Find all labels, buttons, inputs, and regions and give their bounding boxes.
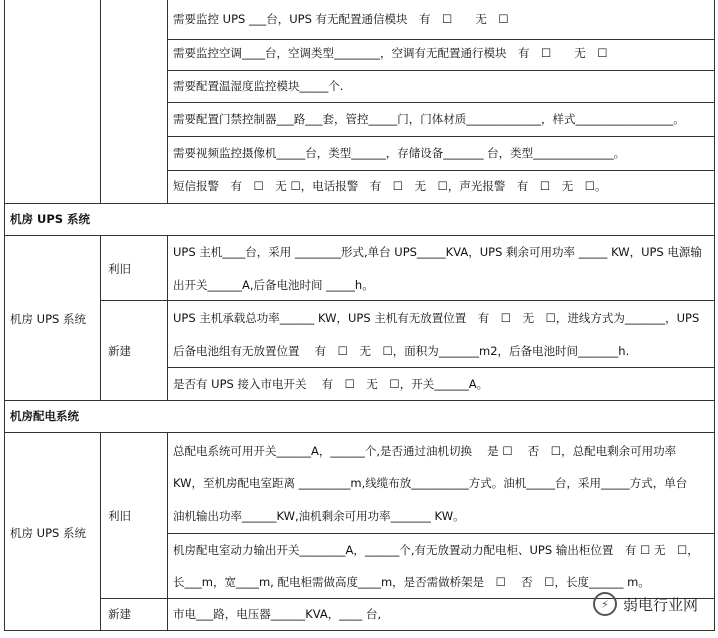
col-divider <box>100 235 101 401</box>
col-divider <box>167 235 168 401</box>
row-divider <box>167 533 714 534</box>
ac-monitor-row: 需要监控空调____台，空调类型________，空调有无配置通行模块 有 ☐ 无 ☐ <box>173 46 608 60</box>
ups-new-line: UPS 主机承载总功率______ KW，UPS 主机有无放置位置 有 ☐ 无 ☐，进线方式为_______，UPS <box>173 311 700 325</box>
access-control-row: 需要配置门禁控制器___路___套，管控_____门，门体材质_____________，样式_________________。 <box>173 112 685 126</box>
power-new-line: 市电___路，电压器______KVA，____ 台, <box>173 607 382 621</box>
col-divider <box>100 0 101 204</box>
col-divider <box>167 432 168 631</box>
alarm-row: 短信报警 有 ☐ 无 ☐，电话报警 有 ☐ 无 ☐，声光报警 有 ☐ 无 ☐。 <box>173 179 607 193</box>
row-divider <box>167 102 714 103</box>
row-divider <box>4 432 714 433</box>
power-new-label: 新建 <box>108 607 131 621</box>
ups-reuse-line: UPS 主机____台，采用 ________形式,单台 UPS_____KVA，UPS 剩余可用功率 _____ KW，UPS 电源输 <box>173 245 702 259</box>
power-side-label: 机房 UPS 系统 <box>10 526 86 540</box>
col-divider <box>4 0 5 631</box>
col-divider <box>167 0 168 204</box>
ups-new-label: 新建 <box>108 344 131 358</box>
row-divider <box>100 300 714 301</box>
ups-new-line: 是否有 UPS 接入市电开关 有 ☐ 无 ☐，开关______A。 <box>173 377 489 391</box>
ups-reuse-label: 利旧 <box>108 262 131 276</box>
row-divider <box>167 170 714 171</box>
ups-section-title: 机房 UPS 系统 <box>10 212 91 226</box>
row-divider <box>167 367 714 368</box>
row-divider <box>167 39 714 40</box>
row-divider <box>4 400 714 401</box>
row-divider <box>167 136 714 137</box>
ups-reuse-line: 出开关______A,后备电池时间 _____h。 <box>173 278 374 292</box>
row-divider <box>4 235 714 236</box>
power-reuse-label: 利旧 <box>108 509 131 523</box>
power-reuse-line: 总配电系统可用开关______A，______个,是否通过油机切换 是 ☐ 否 ☐，总配电剩余可用功率 <box>173 444 677 458</box>
watermark-text: 弱电行业网 <box>622 595 698 614</box>
logo-icon: ⚡ <box>593 592 617 616</box>
watermark <box>593 592 698 616</box>
power-reuse-line: 长___m，宽____m, 配电柜需做高度____m，是否需做桥架是 ☐ 否 ☐，长度______ m。 <box>173 575 650 589</box>
ups-monitor-row: 需要监控 UPS ___台，UPS 有无配置通信模块 有 ☐ 无 ☐ <box>173 12 509 26</box>
ups-new-line: 后备电池组有无放置位置 有 ☐ 无 ☐，面积为_______m2，后备电池时间_______h. <box>173 344 630 358</box>
row-divider <box>4 203 714 204</box>
row-divider <box>167 70 714 71</box>
ups-side-label: 机房 UPS 系统 <box>10 312 86 326</box>
power-section-title: 机房配电系统 <box>10 409 79 423</box>
row-divider <box>4 630 714 631</box>
col-divider <box>100 432 101 631</box>
temp-humidity-row: 需要配置温湿度监控模块_____个. <box>173 79 344 93</box>
camera-row: 需要视频监控摄像机_____台，类型______，存储设备_______ 台，类型______________。 <box>173 146 626 160</box>
power-reuse-line: KW，至机房配电室距离 _________m,线缆布放__________方式。油机_____台，采用_____方式，单台 <box>173 476 688 490</box>
power-reuse-line: 机房配电室动力输出开关________A，______个,有无放置动力配电柜、UPS 输出柜位置 有 ☐ 无 ☐， <box>173 543 699 557</box>
power-reuse-line: 油机输出功率______KW,油机剩余可用功率_______ KW。 <box>173 509 465 523</box>
col-divider <box>714 0 715 631</box>
